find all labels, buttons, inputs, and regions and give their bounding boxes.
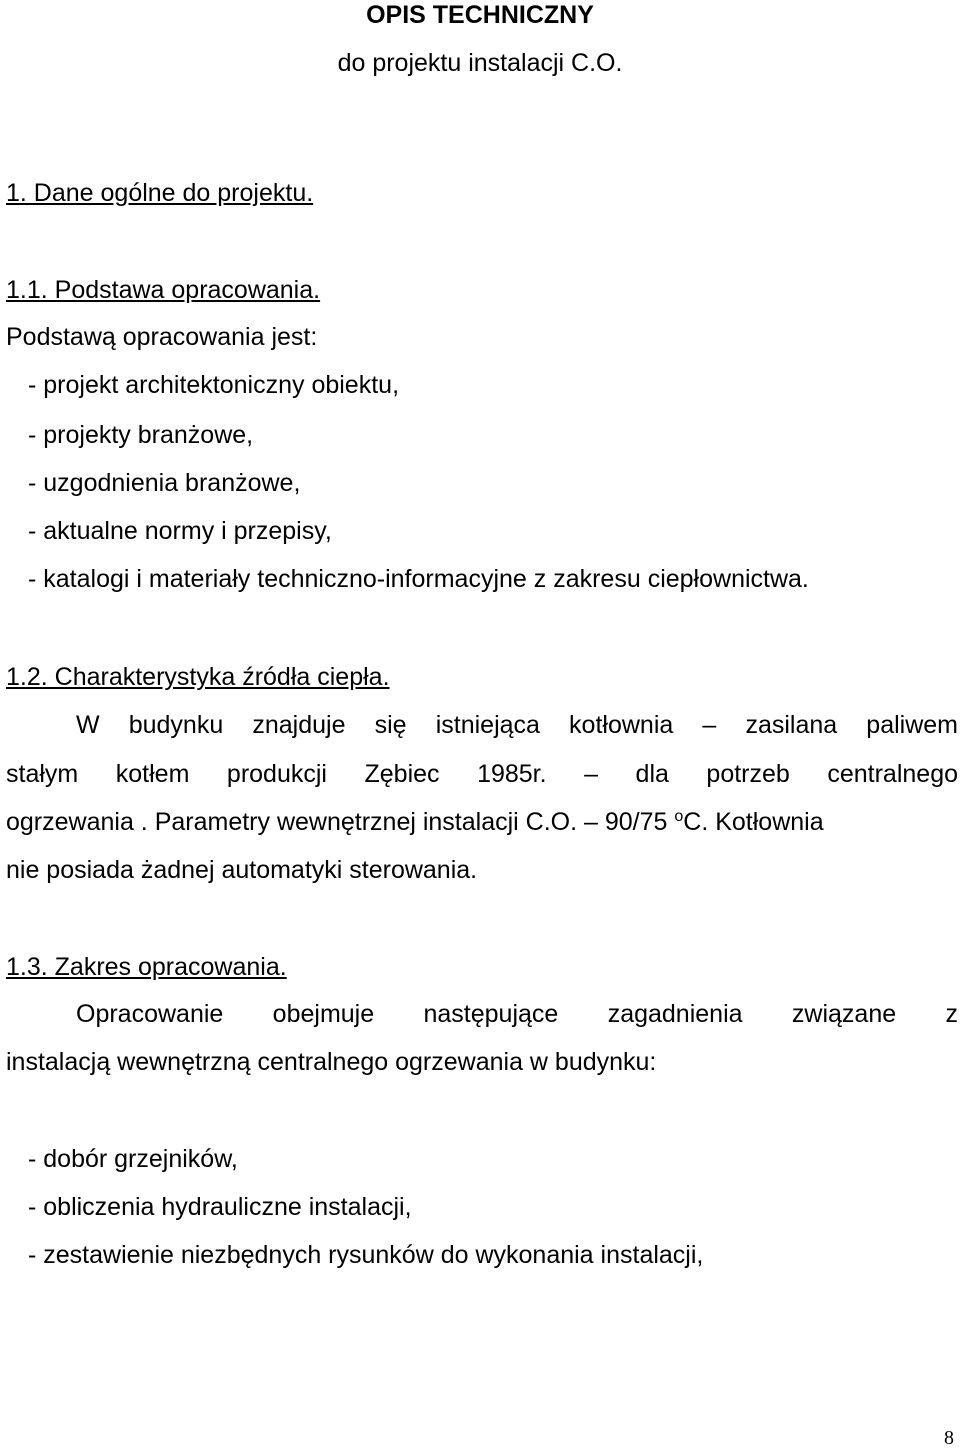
scope-item: - obliczenia hydrauliczne instalacji, (28, 1193, 412, 1221)
document-title: OPIS TECHNICZNY (366, 1, 594, 29)
basis-item: - uzgodnienia branżowe, (28, 469, 301, 497)
scope-item: - zestawienie niezbędnych rysunków do wykonania instalacji, (28, 1241, 704, 1269)
scope-line: instalacją wewnętrzną centralnego ogrzewania w budynku: (6, 1048, 657, 1076)
basis-item: - projekt architektoniczny obiektu, (28, 371, 400, 399)
scope-line: Opracowanie obejmuje następujące zagadnienia związane z (76, 1000, 958, 1028)
scope-item: - dobór grzejników, (28, 1145, 238, 1173)
heat-source-line (6, 807, 958, 837)
basis-intro: Podstawą opracowania jest: (6, 323, 318, 351)
basis-item: - katalogi i materiały techniczno-informacyjne z zakresu ciepłownictwa. (28, 565, 809, 593)
heat-source-line: W budynku znajduje się istniejąca kotłownia – zasilana paliwem (76, 711, 958, 739)
section-heading-1: 1. Dane ogólne do projektu. (6, 179, 314, 207)
basis-item: - projekty branżowe, (28, 421, 254, 449)
heat-source-text: C. Kotłownia (683, 808, 824, 836)
heat-source-line: nie posiada żadnej automatyki sterowania. (6, 856, 478, 884)
document-subtitle: do projektu instalacji C.O. (337, 49, 623, 77)
section-heading-1-1: 1.1. Podstawa opracowania. (6, 276, 321, 304)
basis-item: - aktualne normy i przepisy, (28, 517, 332, 545)
section-heading-1-3: 1.3. Zakres opracowania. (6, 953, 287, 981)
degree-mark: o (674, 808, 684, 825)
heat-source-text: ogrzewania . Parametry wewnętrznej instalacji C.O. – 90/75 (6, 808, 675, 836)
heat-source-line: stałym kotłem produkcji Zębiec 1985r. – dla potrzeb centralnego (6, 760, 958, 788)
page-number: 8 (944, 1427, 954, 1449)
section-heading-1-2: 1.2. Charakterystyka źródła ciepła. (6, 663, 390, 691)
